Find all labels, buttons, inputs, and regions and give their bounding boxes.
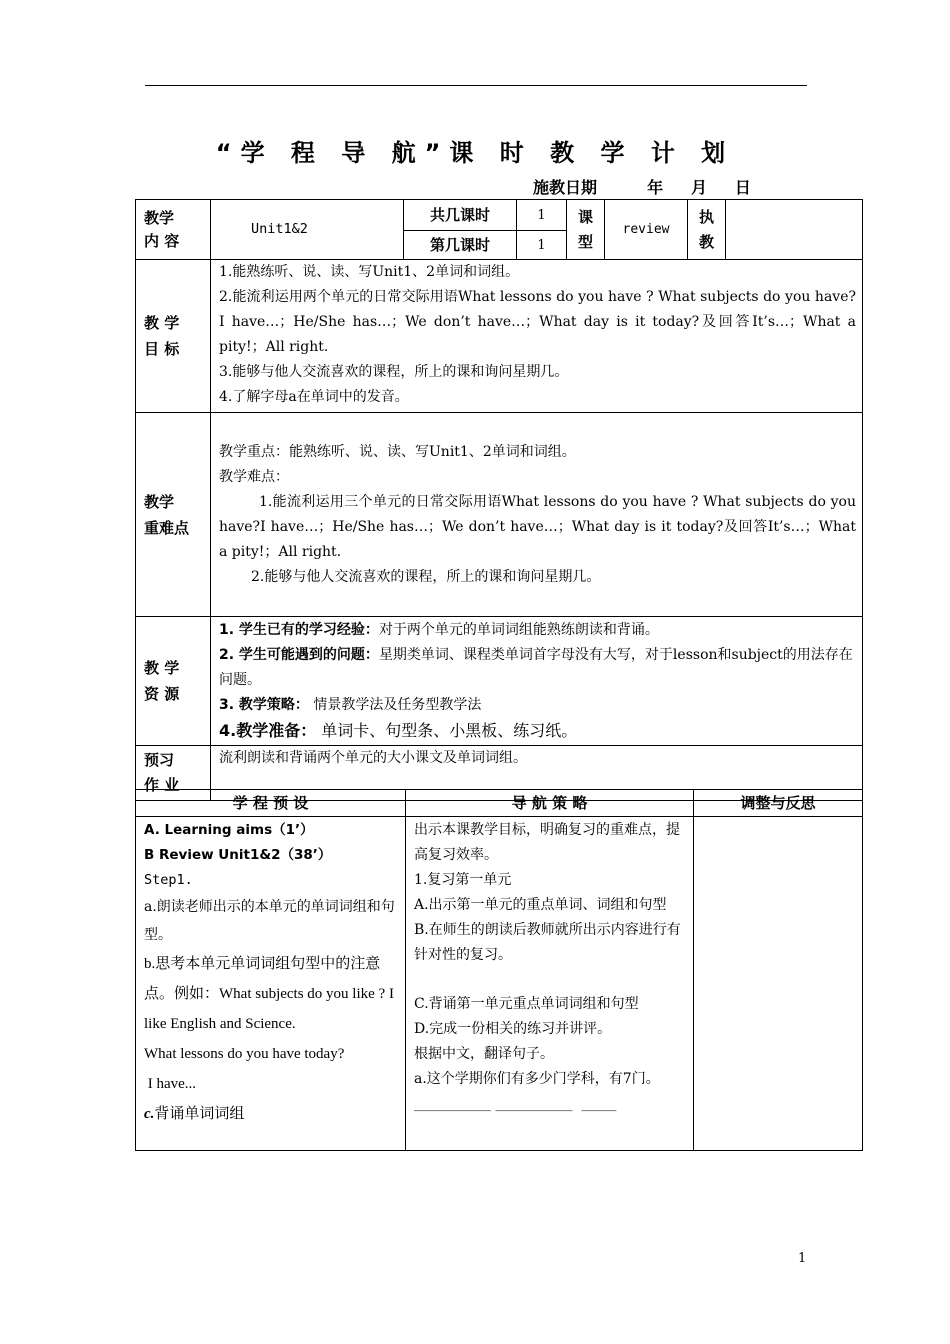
strategy-line-4: B.在师生的朗读后教师就所出示内容进行有针对性的复习。 (414, 922, 681, 963)
teacher-label: 执 教 (688, 200, 726, 260)
process-line-8: c.背诵单词词组 (144, 1106, 245, 1122)
content-value: Unit1&2 (211, 200, 404, 260)
key-point-line-1: 教学重点：能熟练听、说、读、写Unit1、2单词和词组。 (219, 443, 576, 460)
col-header-process: 学 程 预 设 (136, 790, 406, 817)
process-line-4: a.朗读老师出示的本单元的单词词组和句型。 (144, 899, 395, 943)
objective-1: 1.能熟练听、说、读、写Unit1、2单词和词组。 (219, 264, 520, 280)
resources-label: 教 学 资 源 (136, 617, 211, 746)
total-lessons-label: 共几课时 (404, 200, 517, 231)
strategy-line-3: A.出示第一单元的重点单词、词组和句型 (414, 897, 667, 913)
objective-2: 2.能流利运用两个单元的日常交际用语What lessons do you have ? What subjects do you have?I have…；He/She has…；We don’t have…；What day is it today?及回答It’s…；What a pity!；All right. (219, 289, 856, 355)
process-line-2: B Review Unit1&2（38’） (144, 847, 332, 863)
key-point-line-3: 1.能流利运用三个单元的日常交际用语What lessons do you have ? What subjects do you have?I have…；He/She has…；We don’t have…；What day is it today?及回答It’s…；What a pity!；All right. (219, 493, 856, 560)
key-point-line-2: 教学难点： (219, 468, 289, 485)
strategy-content (406, 817, 694, 1151)
reflection-content (694, 817, 863, 1151)
process-table (135, 789, 863, 1151)
strategy-line-2: 1.复习第一单元 (414, 872, 512, 888)
resource-item-4: 4.教学准备： 单词卡、句型条、小黑板、练习纸。 (219, 721, 578, 740)
header-rule (145, 85, 807, 86)
page-title: “学 程 导 航”课 时 教 学 计 划 (215, 139, 735, 167)
process-line-1: A. Learning aims（1’） (144, 822, 314, 838)
homework-text: 流利朗读和背诵两个单元的大小课文及单词词组。 (211, 746, 863, 801)
resources-content (211, 617, 863, 746)
homework-label: 预习 作 业 (136, 746, 211, 801)
resource-item-3: 3. 教学策略： 情景教学法及任务型教学法 (219, 697, 482, 713)
process-line-5: b.思考本单元单词词组句型中的注意点。例如：What subjects do you like ? I like English and Science. (144, 956, 394, 1032)
date-month: 月 (691, 178, 708, 197)
date-day: 日 (734, 178, 751, 197)
content-label: 教学 内 容 (136, 200, 211, 260)
process-line-6: What lessons do you have today? (144, 1046, 345, 1062)
resource-item-2: 2. 学生可能遇到的问题：星期类单词、课程类单词首字母没有大写，对于lesson和subject的用法存在问题。 (219, 647, 853, 688)
strategy-line-7: 根据中文，翻译句子。 (414, 1046, 554, 1062)
plan-table (135, 199, 863, 801)
lesson-no-value: 1 (517, 231, 567, 260)
col-header-reflection: 调整与反思 (694, 790, 863, 817)
strategy-line-1: 出示本课教学目标，明确复习的重难点，提高复习效率。 (414, 822, 680, 863)
strategy-line-8: a.这个学期你们有多少门学科，有7门。___________ ___________ _____ (414, 1071, 660, 1112)
date-year: 年 (647, 178, 664, 197)
strategy-line-6: D.完成一份相关的练习并讲评。 (414, 1021, 612, 1037)
page-number: 1 (798, 1251, 807, 1266)
process-line-3: Step1. (144, 872, 193, 888)
lesson-no-label: 第几课时 (404, 231, 517, 260)
key-points-content (211, 413, 863, 617)
objectives-label: 教 学 目 标 (136, 260, 211, 413)
objectives-content (211, 260, 863, 413)
objective-3: 3.能够与他人交流喜欢的课程，所上的课和询问星期几。 (219, 364, 569, 380)
type-value: review (605, 200, 688, 260)
objective-4: 4.了解字母a在单词中的发音。 (219, 389, 409, 405)
date-line (533, 175, 751, 198)
teacher-value (726, 200, 863, 260)
type-label: 课 型 (567, 200, 605, 260)
key-point-line-4: 2.能够与他人交流喜欢的课程，所上的课和询问星期几。 (251, 568, 601, 585)
resource-item-1: 1. 学生已有的学习经验：对于两个单元的单词词组能熟练朗读和背诵。 (219, 622, 659, 638)
strategy-line-5: C.背诵第一单元重点单词词组和句型 (414, 996, 639, 1012)
date-label: 施教日期 (533, 178, 598, 197)
total-lessons-value: 1 (517, 200, 567, 231)
process-line-7: I have... (144, 1076, 197, 1092)
col-header-strategy: 导 航 策 略 (406, 790, 694, 817)
key-points-label: 教学 重难点 (136, 413, 211, 617)
process-content (136, 817, 406, 1151)
